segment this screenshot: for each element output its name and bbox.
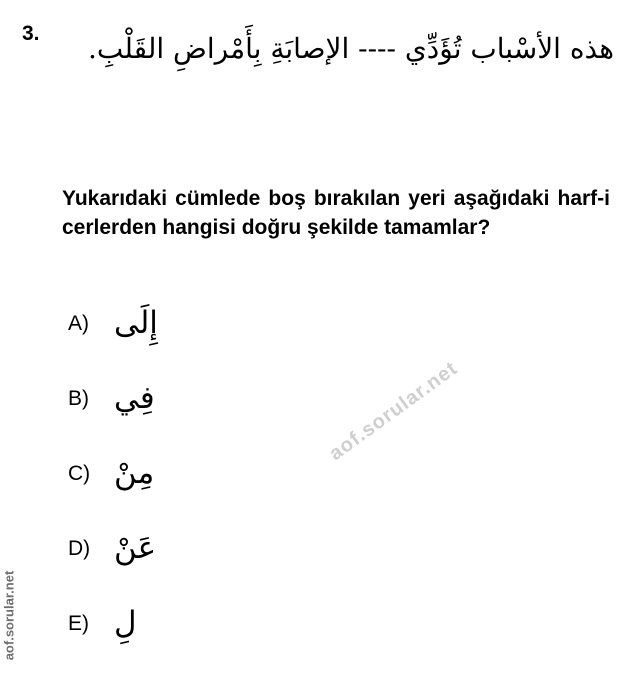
option-c[interactable] xyxy=(68,450,268,500)
option-d-text: عَنْ xyxy=(114,530,157,566)
option-c-text: مِنْ xyxy=(114,455,155,491)
option-a-text: إِلَى xyxy=(114,305,158,341)
option-c-label: C) xyxy=(68,462,91,485)
option-d-label: D) xyxy=(68,537,91,560)
option-d[interactable] xyxy=(68,525,268,575)
option-e-text: لِ xyxy=(114,605,137,641)
watermark-side: aof.sorular.net xyxy=(1,570,17,661)
option-b-text: فِي xyxy=(114,380,155,416)
option-a-label: A) xyxy=(68,312,89,335)
option-e[interactable] xyxy=(68,600,268,650)
option-b-label: B) xyxy=(68,387,89,410)
option-b[interactable] xyxy=(68,375,268,425)
question-prompt: Yukarıdaki cümlede boş bırakılan yeri aşağıdaki harf-i cerlerden hangisi doğru şekilde tamamlar? xyxy=(62,187,610,239)
question-number: 3. xyxy=(22,22,40,45)
arabic-sentence: هذه الأسْباب تُؤَدِّي ---- الإصابَةِ بِأَمْراضِ القَلْبِ. xyxy=(88,32,614,65)
option-a[interactable] xyxy=(68,300,268,350)
watermark-center: aof.sorular.net xyxy=(325,357,462,465)
option-e-label: E) xyxy=(68,612,89,635)
